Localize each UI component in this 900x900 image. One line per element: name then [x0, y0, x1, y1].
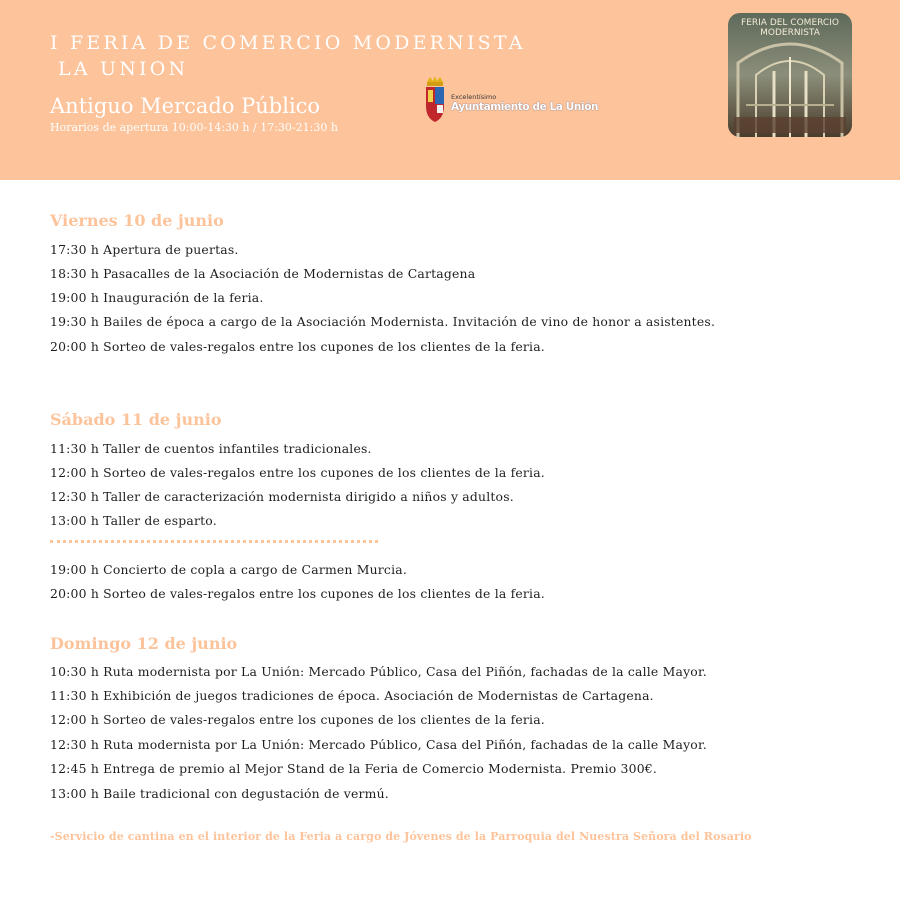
- venue-name: Antiguo Mercado Público: [50, 94, 321, 118]
- day-heading-sunday: Domingo 12 de junio: [50, 634, 238, 653]
- town-hall-logo: [423, 74, 599, 126]
- event-item: 19:00 h Concierto de copla a cargo de Carmen Murcia.: [50, 562, 407, 577]
- event-item: 10:30 h Ruta modernista por La Unión: Mercado Público, Casa del Piñón, fachadas de la calle Mayor.: [50, 664, 707, 679]
- day-heading-saturday: Sábado 11 de junio: [50, 410, 222, 429]
- event-item: 19:30 h Bailes de época a cargo de la Asociación Modernista. Invitación de vino de honor a asistentes.: [50, 314, 716, 329]
- event-item: 12:00 h Sorteo de vales-regalos entre los cupones de los clientes de la feria.: [50, 465, 545, 480]
- fair-subtitle: LA UNION: [58, 58, 189, 80]
- event-item: 18:30 h Pasacalles de la Asociación de Modernistas de Cartagena: [50, 266, 476, 281]
- opening-hours: Horarios de apertura 10:00-14:30 h / 17:30-21:30 h: [50, 121, 338, 134]
- event-item: 20:00 h Sorteo de vales-regalos entre los cupones de los clientes de la feria.: [50, 586, 545, 601]
- event-item: 11:30 h Taller de cuentos infantiles tradicionales.: [50, 441, 372, 456]
- fair-poster-image: [728, 13, 852, 137]
- event-item: 19:00 h Inauguración de la feria.: [50, 290, 264, 305]
- event-item: 12:45 h Entrega de premio al Mejor Stand de la Feria de Comercio Modernista. Premio 300€.: [50, 761, 658, 776]
- coat-of-arms-icon: [423, 74, 447, 124]
- event-item: 12:30 h Taller de caracterización modernista dirigido a niños y adultos.: [50, 489, 514, 504]
- dotted-divider: [50, 540, 378, 543]
- event-item: 11:30 h Exhibición de juegos tradiciones de época. Asociación de Modernistas de Cartagena.: [50, 688, 654, 703]
- event-item: 20:00 h Sorteo de vales-regalos entre los cupones de los clientes de la feria.: [50, 339, 545, 354]
- logo-small-text: Excelentísimo: [451, 93, 497, 101]
- event-item: 13:00 h Baile tradicional con degustación de vermú.: [50, 786, 389, 801]
- footnote: -Servicio de cantina en el interior de la Feria a cargo de Jóvenes de la Parroquia del Nuestra Señora del Rosario: [50, 830, 752, 843]
- fair-title: I FERIA DE COMERCIO MODERNISTA: [50, 32, 526, 54]
- event-item: 12:00 h Sorteo de vales-regalos entre los cupones de los clientes de la feria.: [50, 712, 545, 727]
- header-banner: [0, 0, 900, 180]
- poster-title: FERIA DEL COMERCIO MODERNISTA: [741, 18, 839, 38]
- logo-name-text: Ayuntamiento de La Unión: [451, 101, 599, 113]
- event-item: 12:30 h Ruta modernista por La Unión: Mercado Público, Casa del Piñón, fachadas de la calle Mayor.: [50, 737, 707, 752]
- event-item: 17:30 h Apertura de puertas.: [50, 242, 239, 257]
- day-heading-friday: Viernes 10 de junio: [50, 211, 224, 230]
- event-item: 13:00 h Taller de esparto.: [50, 513, 217, 528]
